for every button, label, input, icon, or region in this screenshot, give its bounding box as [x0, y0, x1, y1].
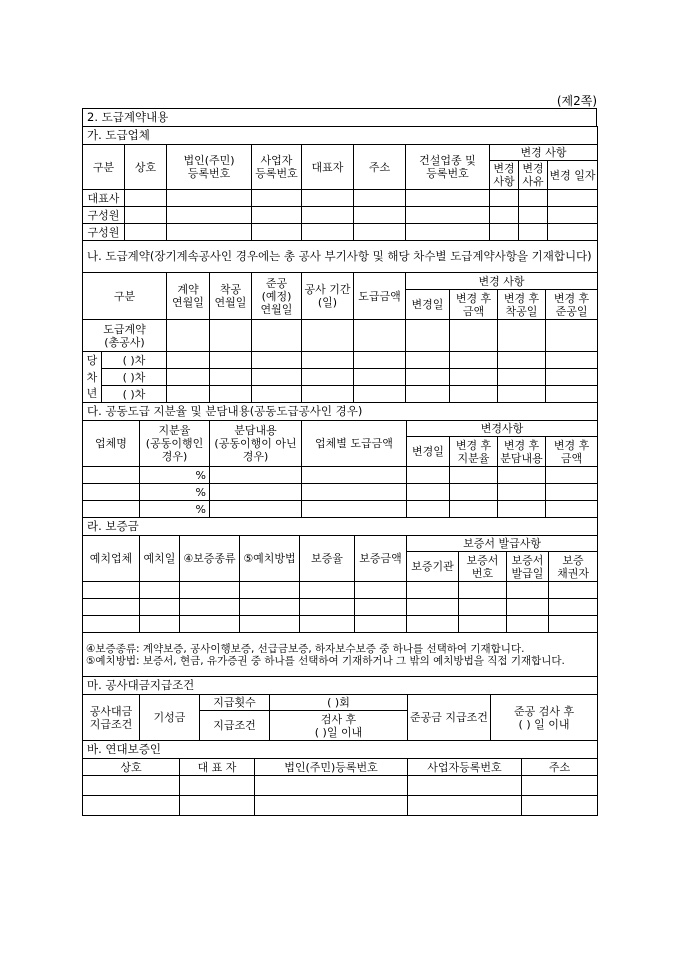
- contract-table: [82, 240, 598, 403]
- col-deposit-date: 예치일: [140, 536, 180, 582]
- col-daepyo: 대표자: [302, 145, 354, 190]
- sub-amount-after: 변경 후 금액: [546, 437, 598, 467]
- cell[interactable]: [406, 369, 450, 386]
- sub-division-after: 변경 후 분담내용: [498, 437, 546, 467]
- sub-number: 보증서 번호: [459, 552, 507, 582]
- col-sangho: 상호: [125, 145, 167, 190]
- section-na-heading: 나. 도급계약(장기계속공사인 경우에는 총 공사 부기사항 및 해당 차수별 도급계약사항을 기재합니다): [83, 241, 598, 273]
- col-gubun: 구분: [83, 145, 125, 190]
- section-ba-heading: 바. 연대보증인: [83, 741, 598, 759]
- cell[interactable]: [252, 190, 302, 207]
- cell[interactable]: [408, 796, 522, 816]
- cell[interactable]: [252, 352, 302, 369]
- value-completion-line1: 준공 검사 후: [513, 704, 575, 718]
- value-terms: [270, 711, 408, 741]
- cell[interactable]: [498, 369, 546, 386]
- cell[interactable]: [406, 320, 450, 352]
- cell[interactable]: [549, 616, 598, 633]
- sub-start-after: 변경 후 착공일: [498, 290, 546, 320]
- col-issue: 보증서 발급사항: [407, 536, 598, 552]
- cell[interactable]: [459, 582, 507, 599]
- col-deposit-method: ⑤예치방법: [240, 536, 300, 582]
- sub-creditor: 보증 채권자: [549, 552, 598, 582]
- share-percent: %: [140, 501, 210, 518]
- row-group-label: 년: [83, 386, 102, 403]
- cell[interactable]: [210, 386, 252, 403]
- cell[interactable]: [407, 599, 459, 616]
- row-label: 대표사: [83, 190, 125, 207]
- col-amount: 보증금액: [355, 536, 407, 582]
- value-count: ( )회: [270, 695, 408, 711]
- col-construction: [406, 145, 490, 190]
- cell[interactable]: [355, 582, 407, 599]
- cell[interactable]: [354, 369, 406, 386]
- cell[interactable]: [252, 386, 302, 403]
- sub-share-after: 변경 후 지분율: [450, 437, 498, 467]
- cell[interactable]: [210, 352, 252, 369]
- cell[interactable]: [546, 386, 598, 403]
- col-saeopja: 사업자등록번호: [408, 759, 522, 776]
- cell[interactable]: [302, 369, 354, 386]
- cell[interactable]: [407, 484, 450, 501]
- cell[interactable]: [302, 386, 354, 403]
- page-number: (제2쪽): [556, 94, 597, 108]
- cell[interactable]: [240, 616, 300, 633]
- cell[interactable]: [522, 796, 598, 816]
- cell[interactable]: [546, 369, 598, 386]
- col-bupin-line2: 등록번호: [187, 167, 231, 180]
- cell[interactable]: [498, 467, 546, 484]
- cell[interactable]: [490, 207, 519, 224]
- contractor-table: [82, 126, 598, 241]
- cell[interactable]: [167, 352, 210, 369]
- cell[interactable]: [498, 386, 546, 403]
- section-ma-heading: 마. 공사대금지급조건: [83, 677, 598, 695]
- cell[interactable]: [210, 501, 302, 518]
- cell[interactable]: [354, 207, 406, 224]
- cell[interactable]: [407, 582, 459, 599]
- value-completion-line2: ( ) 일 이내: [518, 717, 570, 731]
- cell[interactable]: [450, 369, 498, 386]
- col-division: 분담내용 (공동이행이 아닌 경우): [210, 421, 302, 467]
- cell[interactable]: [167, 224, 252, 241]
- cell[interactable]: [406, 190, 490, 207]
- row-total: 도급계약 (총공사): [83, 320, 167, 352]
- cell[interactable]: [302, 501, 407, 518]
- cell[interactable]: [252, 369, 302, 386]
- sub-complete-after: 변경 후 준공일: [546, 290, 598, 320]
- cell[interactable]: [498, 320, 546, 352]
- guarantee-table: [82, 517, 598, 677]
- surety-table: [82, 740, 598, 816]
- cell[interactable]: [406, 352, 450, 369]
- label-count: 지급횟수: [200, 695, 270, 711]
- cell[interactable]: [450, 484, 498, 501]
- cell[interactable]: [167, 386, 210, 403]
- col-sangho: 상호: [83, 759, 180, 776]
- cell[interactable]: [83, 467, 140, 484]
- cell[interactable]: [507, 582, 549, 599]
- share-percent: %: [140, 484, 210, 501]
- cell[interactable]: [406, 207, 490, 224]
- col-daepyo: 대 표 자: [180, 759, 255, 776]
- label-completion: 준공금 지급조건: [408, 695, 491, 741]
- label-progress: 기성금: [140, 695, 200, 741]
- cell[interactable]: [180, 776, 255, 796]
- col-amount: 도급금액: [354, 273, 406, 320]
- cell[interactable]: [125, 190, 167, 207]
- cell[interactable]: [140, 616, 180, 633]
- col-juso: 주소: [522, 759, 598, 776]
- cell[interactable]: [167, 190, 252, 207]
- col-company: 업체명: [83, 421, 140, 467]
- cell[interactable]: [450, 320, 498, 352]
- sub-change-date: 변경 일자: [548, 161, 598, 190]
- col-share: 지분율 (공동이행인 경우): [140, 421, 210, 467]
- cell[interactable]: [83, 582, 140, 599]
- cell[interactable]: [519, 190, 548, 207]
- cell[interactable]: [125, 207, 167, 224]
- label-condition: 공사대금 지급조건: [83, 695, 140, 741]
- cell[interactable]: [302, 224, 354, 241]
- col-company-amount: 업체별 도급금액: [302, 421, 407, 467]
- cell[interactable]: [548, 190, 598, 207]
- col-saeopja-line2: 등록번호: [255, 167, 298, 180]
- col-period: 공사 기간 (일): [302, 273, 354, 320]
- cell[interactable]: [210, 467, 302, 484]
- section-title: 2. 도급계약내용: [83, 109, 597, 127]
- cell[interactable]: [546, 467, 598, 484]
- col-bupin: 법인(주민)등록번호: [255, 759, 408, 776]
- cell[interactable]: [490, 224, 519, 241]
- col-bupin: [167, 145, 252, 190]
- cell[interactable]: [210, 320, 252, 352]
- cell[interactable]: [546, 501, 598, 518]
- row-cha: ( )차: [102, 352, 167, 369]
- cell[interactable]: [546, 352, 598, 369]
- col-saeopja-line1: 사업자: [260, 154, 293, 167]
- col-construction-line2: 등록번호: [426, 167, 469, 180]
- cell[interactable]: [548, 224, 598, 241]
- cell[interactable]: [549, 582, 598, 599]
- col-bupin-line1: 법인(주민): [183, 154, 235, 167]
- cell[interactable]: [407, 616, 459, 633]
- value-terms-line1: 검사 후: [320, 712, 357, 726]
- cell[interactable]: [406, 386, 450, 403]
- col-change: 변경 사항: [490, 145, 598, 161]
- cell[interactable]: [302, 467, 407, 484]
- sub-change-reason: 변경 사유: [519, 161, 548, 190]
- section-ga-heading: 가. 도급업체: [83, 127, 598, 145]
- cell[interactable]: [354, 190, 406, 207]
- section-ra-heading: 라. 보증금: [83, 518, 598, 536]
- cell[interactable]: [180, 599, 240, 616]
- cell[interactable]: [498, 484, 546, 501]
- cell[interactable]: [459, 599, 507, 616]
- cell[interactable]: [450, 501, 498, 518]
- cell[interactable]: [167, 369, 210, 386]
- cell[interactable]: [354, 386, 406, 403]
- cell[interactable]: [406, 224, 490, 241]
- col-complete-date: 준공 (예정) 연월일: [252, 273, 302, 320]
- cell[interactable]: [450, 352, 498, 369]
- cell[interactable]: [210, 484, 302, 501]
- cell[interactable]: [252, 224, 302, 241]
- col-rate: 보증율: [300, 536, 355, 582]
- row-label: 구성원: [83, 224, 125, 241]
- label-terms: 지급조건: [200, 711, 270, 741]
- cell[interactable]: [408, 776, 522, 796]
- cell[interactable]: [83, 776, 180, 796]
- row-group-label: 차: [83, 369, 102, 386]
- sub-change-date: 변경일: [407, 437, 450, 467]
- col-juso: 주소: [354, 145, 406, 190]
- cell[interactable]: [546, 484, 598, 501]
- cell[interactable]: [300, 582, 355, 599]
- sub-issue-date: 보증서 발급일: [507, 552, 549, 582]
- cell[interactable]: [522, 776, 598, 796]
- joint-contract-table: [82, 402, 598, 518]
- col-saeopja: [252, 145, 302, 190]
- cell[interactable]: [519, 224, 548, 241]
- cell[interactable]: [302, 207, 354, 224]
- cell[interactable]: [240, 582, 300, 599]
- note-guarantee-type: ④보증종류: 계약보증, 공사이행보증, 선급금보증, 하자보수보증 중 하나를 선택하여 기재합니다.: [86, 642, 525, 655]
- sub-issuer: 보증기관: [407, 552, 459, 582]
- cell[interactable]: [167, 207, 252, 224]
- cell[interactable]: [83, 616, 140, 633]
- cell[interactable]: [83, 484, 140, 501]
- col-construction-line1: 건설업종 및: [419, 154, 476, 167]
- cell[interactable]: [252, 320, 302, 352]
- cell[interactable]: [407, 501, 450, 518]
- col-depositor: 예치업체: [83, 536, 140, 582]
- cell[interactable]: [180, 616, 240, 633]
- cell[interactable]: [83, 796, 180, 816]
- cell[interactable]: [546, 320, 598, 352]
- cell[interactable]: [83, 501, 140, 518]
- payment-table: [82, 676, 598, 741]
- cell[interactable]: [255, 796, 408, 816]
- cell[interactable]: [519, 207, 548, 224]
- cell[interactable]: [302, 190, 354, 207]
- row-group-label: 당: [83, 352, 102, 369]
- guarantee-notes: [83, 633, 598, 677]
- cell[interactable]: [459, 616, 507, 633]
- cell[interactable]: [252, 207, 302, 224]
- cell[interactable]: [407, 467, 450, 484]
- cell[interactable]: [548, 207, 598, 224]
- section-da-heading: 다. 공동도급 지분율 및 분담내용(공동도급공사인 경우): [83, 403, 598, 421]
- title-table: [82, 108, 597, 127]
- col-gubun: 구분: [83, 273, 167, 320]
- cell[interactable]: [355, 616, 407, 633]
- cell[interactable]: [354, 352, 406, 369]
- cell[interactable]: [255, 776, 408, 796]
- row-cha: ( )차: [102, 386, 167, 403]
- cell[interactable]: [140, 599, 180, 616]
- share-percent: %: [140, 467, 210, 484]
- cell[interactable]: [302, 484, 407, 501]
- cell[interactable]: [302, 320, 354, 352]
- row-label: 구성원: [83, 207, 125, 224]
- cell[interactable]: [498, 352, 546, 369]
- cell[interactable]: [354, 224, 406, 241]
- note-deposit-method: ⑤예치방법: 보증서, 현금, 유가증권 중 하나를 선택하여 기재하거나 그 밖의 예치방법을 직접 기재합니다.: [86, 654, 565, 667]
- col-change: 변경 사항: [406, 273, 598, 290]
- cell[interactable]: [490, 190, 519, 207]
- cell[interactable]: [140, 582, 180, 599]
- cell[interactable]: [300, 616, 355, 633]
- value-completion: [491, 695, 598, 741]
- cell[interactable]: [507, 599, 549, 616]
- cell[interactable]: [498, 501, 546, 518]
- sub-change-item: 변경 사항: [490, 161, 519, 190]
- value-terms-line2: ( )일 이내: [314, 725, 363, 739]
- cell[interactable]: [240, 599, 300, 616]
- cell[interactable]: [507, 616, 549, 633]
- cell[interactable]: [450, 386, 498, 403]
- cell[interactable]: [180, 796, 255, 816]
- cell[interactable]: [167, 320, 210, 352]
- cell[interactable]: [354, 320, 406, 352]
- contract-form: [82, 108, 597, 816]
- sub-amount-after: 변경 후 금액: [450, 290, 498, 320]
- cell[interactable]: [83, 599, 140, 616]
- row-cha: ( )차: [102, 369, 167, 386]
- sub-change-date: 변경일: [406, 290, 450, 320]
- col-change: 변경사항: [407, 421, 598, 437]
- col-guarantee-type: ④보증종류: [180, 536, 240, 582]
- cell[interactable]: [180, 582, 240, 599]
- cell[interactable]: [450, 467, 498, 484]
- cell[interactable]: [300, 599, 355, 616]
- cell[interactable]: [302, 352, 354, 369]
- cell[interactable]: [210, 369, 252, 386]
- cell[interactable]: [549, 599, 598, 616]
- col-contract-date: 계약 연월일: [167, 273, 210, 320]
- cell[interactable]: [125, 224, 167, 241]
- col-start-date: 착공 연월일: [210, 273, 252, 320]
- cell[interactable]: [355, 599, 407, 616]
